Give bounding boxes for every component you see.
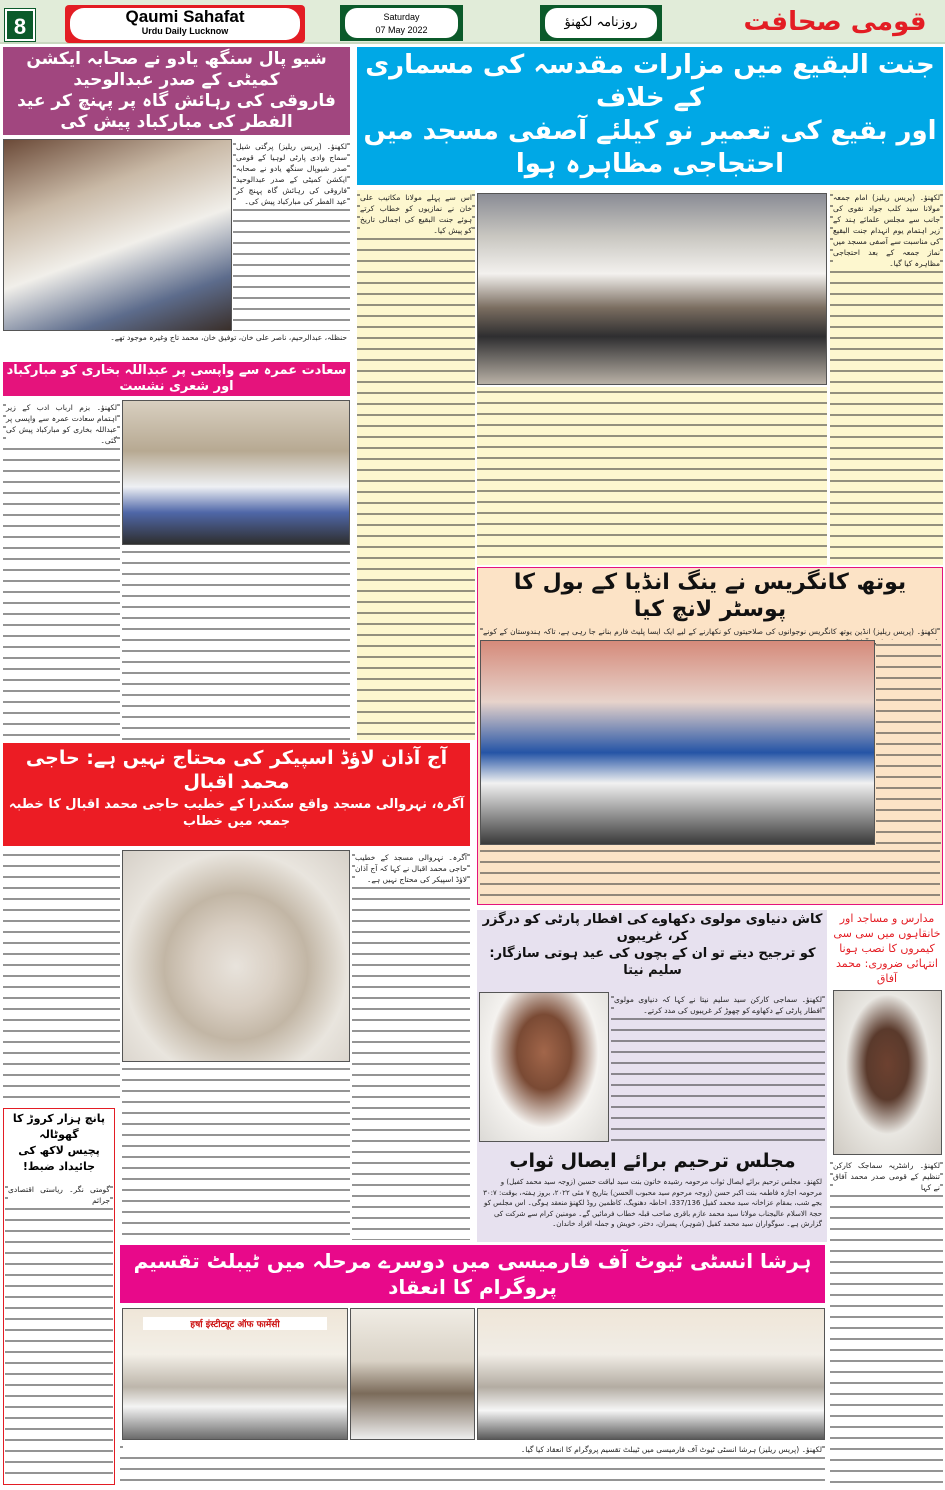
headline-line: پچیس لاکھ کی جائیداد ضبط!: [18, 1144, 100, 1173]
baqi-right-column: لکھنؤ۔ (پریس ریلیز) امام جمعہ مولانا سید کلب جواد نقوی کی جانب سے مجلس علمائے ہند کے زیر اہتمام یوم انہدام جنت البقیع کی مناسبت سے آصفی مسجد میں نماز جمعہ کے بعد احتجاجی مظاہرہ کیا گیا۔: [830, 190, 943, 565]
shivpal-caption: حنظلہ، عبدالرحیم، ناصر علی خان، توفیق خان، محمد تاج وغیرہ موجود تھے۔: [110, 333, 347, 342]
page-number: 8: [5, 9, 35, 41]
azan-left-column: [3, 850, 120, 1105]
headline-line: جنت البقیع میں مزارات مقدسہ کی مسماری کے خلاف: [365, 50, 935, 113]
harsha-photo-1: [122, 1308, 348, 1440]
headline-line: شیو پال سنگھ یادو نے صحابہ ایکشن کمیٹی کے صدر عبدالوحید: [26, 49, 327, 90]
majlis-body: لکھنؤ۔ مجلس ترحیم برائے ایصال ثواب مرحومہ رشیدہ خاتون بنت سید لیاقت حسین (زوجہ سید محمد کفیل) و مرحومہ اجازہ فاطمہ بنت اکبر حسن (زوجہ مرحوم سید محبوب الحسن) بتاریخ ۷ مئی ۲۰۲۲، بروز ہفتہ، بوقت: ۳۰:۷ بجے شب، بمقام عزاخانہ سید محمد کفیل 337/136، احاطہ دھنویگ، کاظمین روڈ لکھنؤ منعقد ہوگی۔ اس مجلس کو حجۃ الاسلام عالیجناب مولانا سید محمد عازم باقری صاحب قبلہ خطاب فرمائیں گے۔ مومنین کرام سے شرکت کی گزارش ہے۔ سوگواران سید محمد کفیل (شوہر)، پسران، دختر، خویش و جملہ افراد خاندان۔: [483, 1178, 822, 1228]
shivpal-photo: [3, 139, 232, 331]
youth-congress-lead: لکھنؤ۔ (پریس ریلیز) انڈین یوتھ کانگریس نوجوانوں کی صلاحیتوں کو نکھارنے کے لیے ایک ایسا پلیٹ فارم بنانے جا رہی ہے، تاکہ ہندوستان کے کونے: [480, 624, 940, 638]
masthead-bar: [0, 0, 945, 44]
headline-line: اور بقیع کی تعمیر نو کیلئے آصفی مسجد میں احتجاجی مظاہرہ ہوا: [363, 116, 937, 179]
majlis-headline: مجلس ترحیم برائے ایصال ثواب: [509, 1150, 796, 1172]
cctv-body: لکھنؤ۔ راشٹریہ سماجک کارکن تنظیم کے قومی صدر محمد آفاق نے کہا: [830, 1158, 943, 1485]
headline-line: فاروقی کی رہائش گاہ پر پہنچ کر عید الفطر کی مبارکباد پیش کی: [17, 91, 336, 132]
youth-congress-body: [480, 846, 940, 903]
date-box: [340, 5, 463, 41]
headline-line: آگرہ، نہروالی مسجد واقع سکندرا کے خطیب حاجی محمد اقبال کا خطبہ جمعہ میں خطاب: [8, 797, 465, 829]
shivpal-headline: [3, 47, 350, 135]
umrah-photo: [122, 400, 350, 545]
saleem-photo: [479, 992, 609, 1142]
azan-headline: [3, 743, 470, 846]
cctv-headline: مدارس و مساجد اور خانقاہوں میں سی سی کیمروں کا نصب ہونا انتہائی ضروری: محمد آفاق: [833, 912, 941, 985]
azan-right-column: آگرہ۔ نہروالی مسجد کے خطیب حاجی محمد اقبال نے کہا کہ آج آذان لاؤڈ اسپیکر کی محتاج نہیں ہے۔: [352, 850, 470, 1240]
date-label: 07 May 2022: [375, 25, 428, 35]
urdu-logo: قومی صحافت: [743, 7, 927, 37]
headline-line: پانچ ہزار کروڑ کا گھوٹالہ: [12, 1112, 106, 1141]
day-label: Saturday: [383, 12, 420, 22]
saleem-headline: [480, 911, 825, 979]
headline-line: آج آذان لاؤڈ اسپیکر کی محتاج نہیں ہے: حاجی محمد اقبال: [25, 747, 448, 793]
saleem-body: لکھنؤ۔ سماجی کارکن سید سلیم نیتا نے کہا کہ دنیاوی مولوی افطار پارٹی کے دکھاوے کو چھوڑ کر غریبوں کی مدد کرتے۔: [611, 992, 825, 1144]
shivpal-body: لکھنؤ۔ (پریس ریلیز) پرگتی شیل سماج وادی پارٹی لوہیا کے قومی صدر شیوپال سنگھ یادو نے صحابہ ایکشن کمیٹی کے صدر عبدالوحید فاروقی کی رہائش گاہ پہنچ کر عید الفطر کی مبارکباد پیش کی۔: [233, 139, 350, 331]
harsha-banner: हर्षा इंस्टीट्यूट ऑफ फार्मेसी: [143, 1317, 327, 1330]
umrah-headline: سعادت عمرہ سے واپسی پر عبداللہ بخاری کو مبارکباد اور شعری نشست: [3, 362, 350, 396]
youth-congress-photo: [480, 640, 875, 845]
scam-headline: [5, 1111, 113, 1175]
azan-body: [122, 1064, 350, 1240]
harsha-photo-3: [477, 1308, 825, 1440]
headline-line: کو ترجیح دیتے تو ان کے بچوں کی عید ہوتی سازگار: سلیم نیتا: [489, 946, 816, 978]
aafaq-photo: [833, 990, 942, 1155]
harsha-headline: ہرشا انسٹی ٹیوٹ آف فارمیسی میں دوسرے مرحلہ میں ٹیبلٹ تقسیم پروگرام کا انعقاد: [120, 1245, 825, 1303]
masthead: [65, 5, 305, 43]
masthead-subtitle: Urdu Daily Lucknow: [141, 26, 229, 36]
harsha-photo-2: [350, 1308, 475, 1440]
youth-congress-side: [876, 640, 941, 845]
harsha-body: لکھنؤ۔ (پریس ریلیز) ہرشا انسٹی ٹیوٹ آف فارمیسی میں ٹیبلٹ تقسیم پروگرام کا انعقاد کیا گیا۔: [120, 1442, 825, 1487]
umrah-side-column: لکھنؤ۔ بزم ارباب ادب کے زیر اہتمام سعادت عمرہ سے واپسی پر عبداللہ بخاری کو مبارکباد پیش کی گئی۔: [3, 400, 120, 740]
umrah-body: [122, 547, 350, 740]
baqi-headline: [357, 47, 943, 185]
haji-iqbal-photo: [122, 850, 350, 1062]
youth-congress-headline: یوتھ کانگریس نے ینگ انڈیا کے بول کا پوسٹر لانچ کیا: [513, 570, 907, 622]
roznama-box: [540, 5, 662, 41]
scam-body: گومتی نگر۔ ریاستی اقتصادی جرائم: [5, 1182, 113, 1483]
roznama-label: روزنامہ لکھنؤ: [545, 8, 657, 38]
masthead-title: Qaumi Sahafat: [125, 7, 245, 26]
baqi-left-column: اس سے پہلے مولانا مکاتیب علی خان نے نمازیوں کو خطاب کرتے ہوئے جنت البقیع کی اجمالی تاریخ کو پیش کیا۔: [357, 190, 475, 740]
baqi-protest-photo: [477, 193, 827, 385]
baqi-body: [477, 387, 827, 565]
headline-line: کاش دنیاوی مولوی دکھاوے کی افطار پارٹی کو درگزر کر، غریبوں: [482, 912, 823, 944]
